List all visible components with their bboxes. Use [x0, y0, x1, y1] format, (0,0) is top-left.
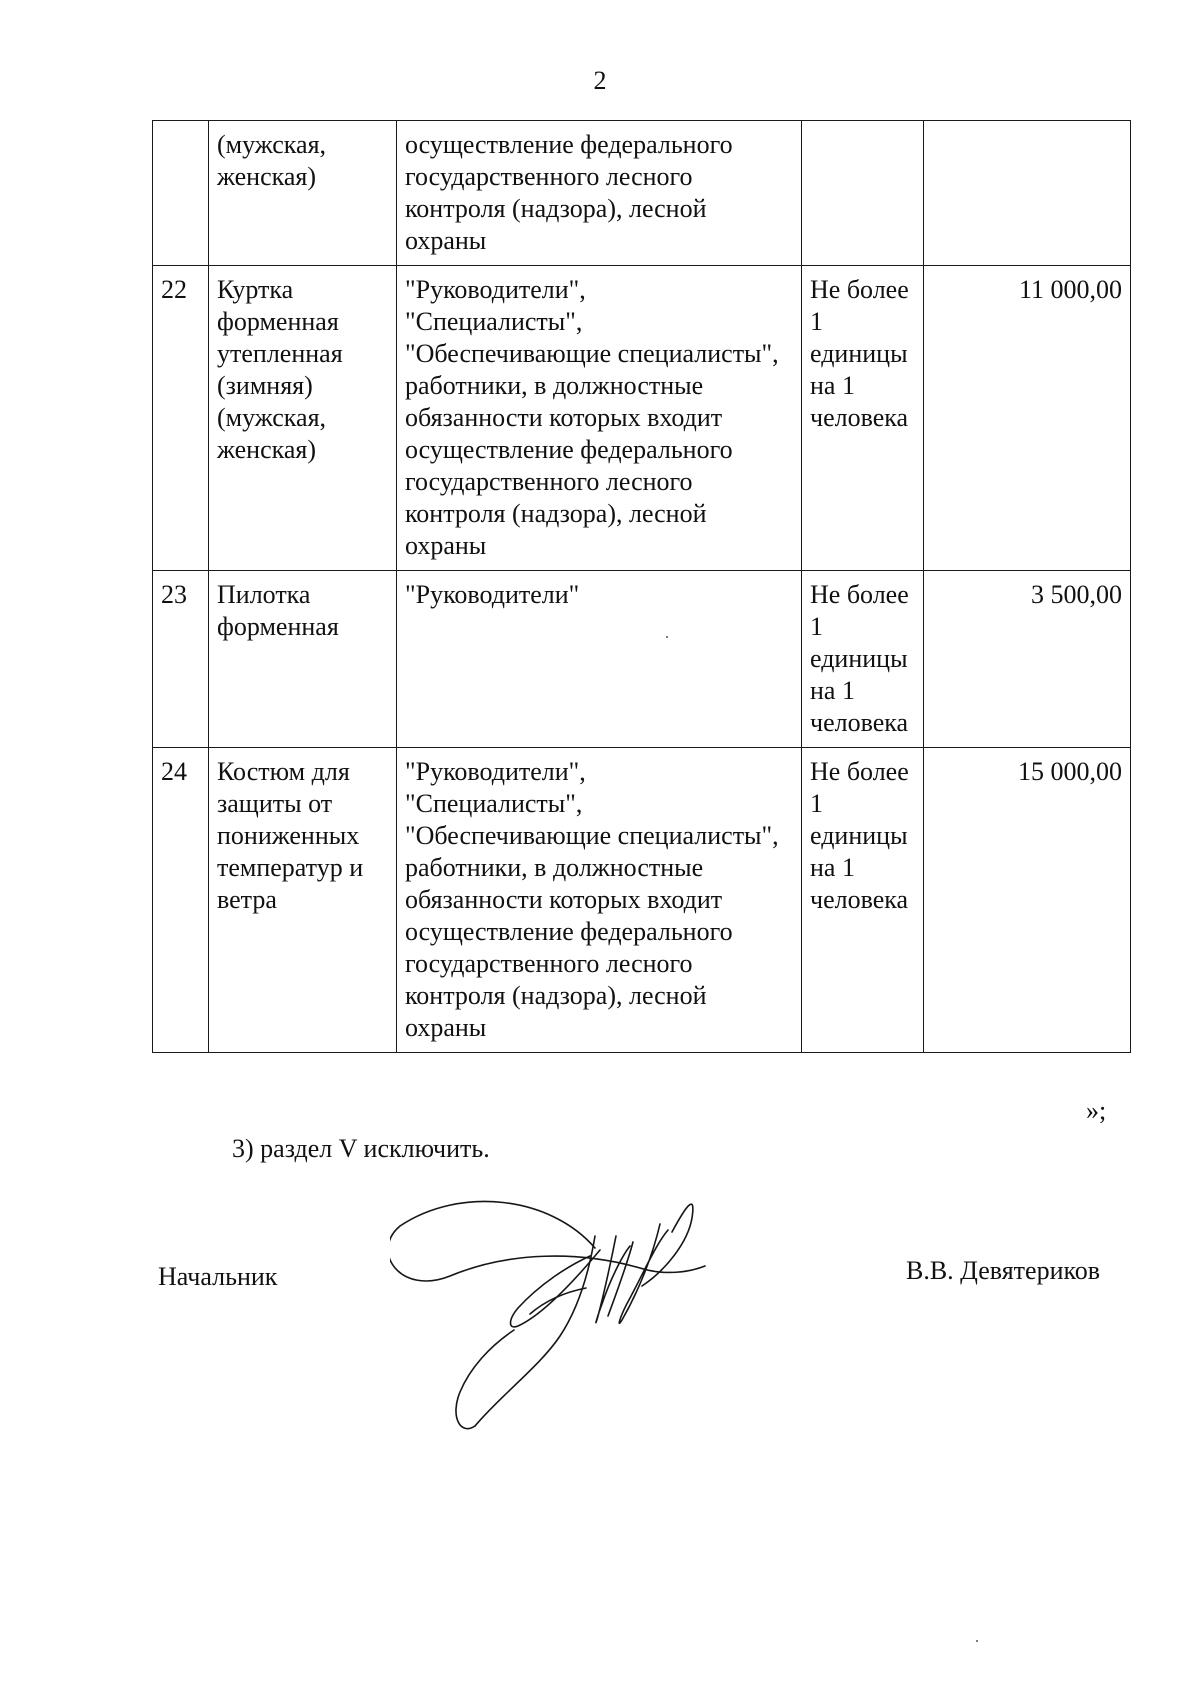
quantity-line: на 1: [810, 853, 855, 882]
row-number: 24: [161, 757, 187, 786]
quantity-cell: [802, 748, 924, 1053]
item-name-line: Костюм для: [217, 757, 350, 786]
item-name-line: утепленная: [217, 339, 343, 368]
quantity-cell: [802, 121, 924, 266]
employee-category-line: "Специалисты",: [405, 789, 583, 818]
employee-category-line: обязанности которых входит: [405, 403, 723, 432]
row-number: 22: [161, 275, 187, 304]
item-name-line: пониженных: [217, 821, 360, 850]
closing-quote: »;: [1086, 1096, 1107, 1125]
item-name-line: температур и: [217, 853, 364, 882]
scan-speck: [976, 1640, 978, 1642]
employee-category-line: работники, в должностные: [405, 371, 704, 400]
table-row: [153, 571, 1131, 748]
employee-category-line: государственного лесного: [405, 949, 693, 978]
employee-category-cell: [397, 748, 802, 1053]
employee-category-line: контроля (надзора), лесной: [405, 981, 707, 1010]
quantity-cell: [802, 266, 924, 571]
amendment-item-3: 3) раздел V исключить.: [232, 1134, 490, 1163]
employee-category-cell: [397, 571, 802, 748]
quantity-line: человека: [810, 885, 909, 914]
handwritten-signature: [390, 1196, 740, 1436]
employee-category-line: осуществление федерального: [405, 435, 733, 464]
price-cell: [924, 121, 1131, 266]
item-name-line: (зимняя): [217, 371, 313, 400]
quantity-line: Не более: [810, 580, 909, 609]
item-name-line: ветра: [217, 885, 277, 914]
quantity-line: 1: [810, 307, 823, 336]
employee-category-line: "Руководители",: [405, 757, 586, 786]
quantity-line: на 1: [810, 676, 855, 705]
employee-category-line: осуществление федерального: [405, 130, 733, 159]
employee-category-line: охраны: [405, 226, 487, 255]
item-name-line: женская): [217, 435, 317, 464]
quantity-line: человека: [810, 708, 909, 737]
employee-category-line: охраны: [405, 1013, 487, 1042]
quantity-line: Не более: [810, 757, 909, 786]
row-number-cell: [153, 266, 209, 571]
row-number-cell: [153, 571, 209, 748]
employee-category-line: "Обеспечивающие специалисты",: [405, 821, 779, 850]
price-cell: [924, 571, 1131, 748]
quantity-line: 1: [810, 612, 823, 641]
page-number: 2: [593, 66, 607, 95]
employee-category-cell: [397, 266, 802, 571]
item-name-line: Куртка: [217, 275, 294, 304]
employee-category-line: государственного лесного: [405, 467, 693, 496]
row-number-cell: [153, 748, 209, 1053]
quantity-line: на 1: [810, 371, 855, 400]
quantity-line: человека: [810, 403, 909, 432]
employee-category-line: "Руководители",: [405, 275, 586, 304]
item-name-cell: [209, 121, 397, 266]
uniform-norms-table: [152, 120, 1131, 1053]
item-name-cell: [209, 748, 397, 1053]
quantity-line: единицы: [810, 339, 908, 368]
employee-category-line: контроля (надзора), лесной: [405, 194, 707, 223]
employee-category-cell: [397, 121, 802, 266]
quantity-line: Не более: [810, 275, 909, 304]
employee-category-line: "Специалисты",: [405, 307, 583, 336]
employee-category-line: "Обеспечивающие специалисты",: [405, 339, 779, 368]
item-name-cell: [209, 266, 397, 571]
price-value: 11 000,00: [1018, 275, 1122, 304]
employee-category-line: "Руководители": [405, 580, 580, 609]
employee-category-line: государственного лесного: [405, 162, 693, 191]
price-value: 15 000,00: [1018, 757, 1122, 786]
item-name-line: (мужская,: [217, 403, 327, 432]
item-name-line: женская): [217, 162, 317, 191]
price-value: 3 500,00: [1031, 580, 1122, 609]
row-number: 23: [161, 580, 187, 609]
quantity-cell: [802, 571, 924, 748]
item-name-cell: [209, 571, 397, 748]
item-name-line: (мужская,: [217, 130, 327, 159]
employee-category-line: работники, в должностные: [405, 853, 704, 882]
employee-category-line: охраны: [405, 531, 487, 560]
signer-title: Начальник: [158, 1262, 278, 1291]
quantity-line: единицы: [810, 821, 908, 850]
price-cell: [924, 748, 1131, 1053]
table-row: [153, 266, 1131, 571]
quantity-line: 1: [810, 789, 823, 818]
signer-name: В.В. Девятериков: [906, 1256, 1101, 1285]
employee-category-line: осуществление федерального: [405, 917, 733, 946]
scan-speck: [666, 636, 668, 638]
quantity-line: единицы: [810, 644, 908, 673]
row-number-cell: [153, 121, 209, 266]
employee-category-line: контроля (надзора), лесной: [405, 499, 707, 528]
table-row: [153, 121, 1131, 266]
table-body: [153, 121, 1131, 1053]
employee-category-line: обязанности которых входит: [405, 885, 723, 914]
item-name-line: форменная: [217, 307, 339, 336]
item-name-line: форменная: [217, 612, 339, 641]
price-cell: [924, 266, 1131, 571]
table-row: [153, 748, 1131, 1053]
item-name-line: Пилотка: [217, 580, 311, 609]
item-name-line: защиты от: [217, 789, 333, 818]
